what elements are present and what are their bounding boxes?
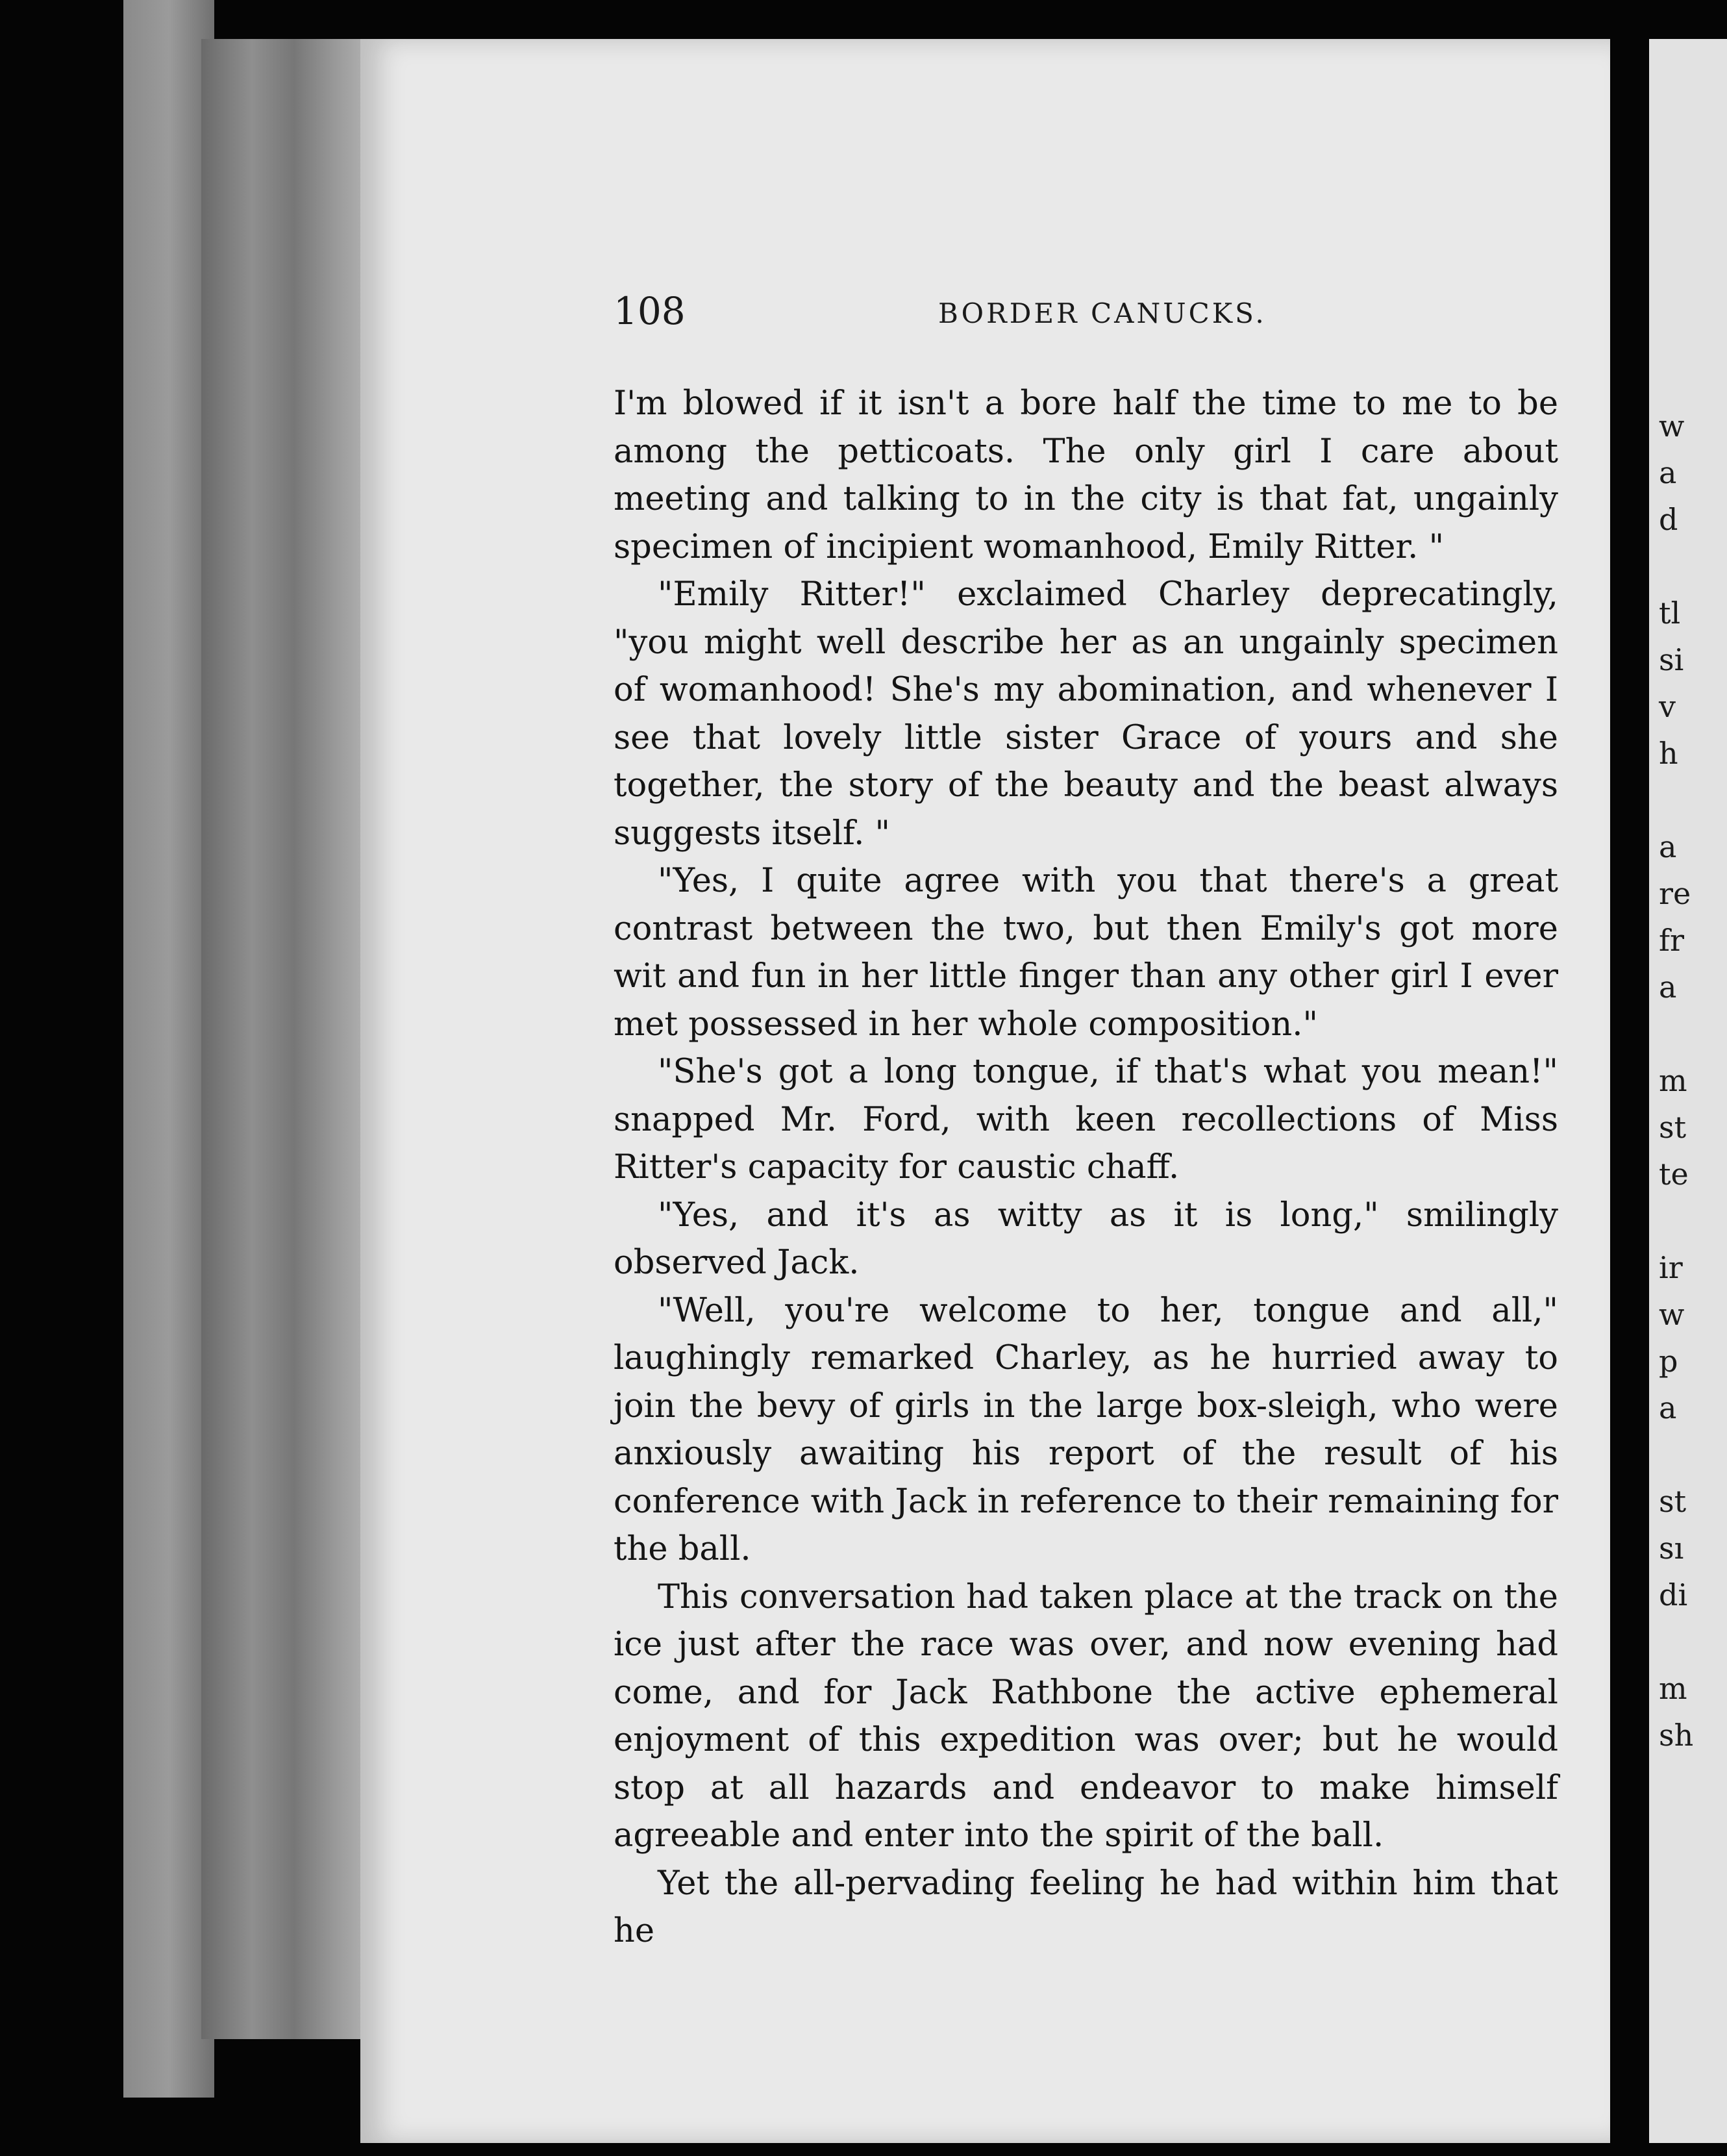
paragraph: "Yes, and it's as witty as it is long," smilingly observed Jack.	[614, 1196, 1558, 1282]
page-gutter	[1610, 39, 1649, 2143]
fragment: sh	[1659, 1718, 1694, 1753]
paragraph: "Emily Ritter!" exclaimed Charley deprecatingly, "you might well describe her as an ungainly specimen of womanhood! She's my abomination, and whenever I see that lovely little sister Grace of yours and she together, the story of the beauty and the beast always suggests itself. "	[614, 575, 1558, 853]
fragment: a	[1659, 455, 1677, 490]
fragment: sı	[1659, 1531, 1684, 1566]
fragment: ir	[1659, 1250, 1683, 1285]
fragment: si	[1659, 642, 1684, 677]
paragraph: "Yes, I quite agree with you that there's a great contrast between the two, but then Emily's got more wit and fun in her little finger than any other girl I ever met possessed in her whole composition."	[614, 862, 1558, 1044]
fragment: a	[1659, 1390, 1677, 1425]
paragraph: "She's got a long tongue, if that's what you mean!" snapped Mr. Ford, with keen recollections of Miss Ritter's capacity for caustic chaff.	[614, 1053, 1558, 1186]
fragment: m	[1659, 1063, 1687, 1098]
fragment: st	[1659, 1110, 1687, 1145]
paragraph: "Well, you're welcome to her, tongue and all," laughingly remarked Charley, as he hurried away to join the bevy of girls in the large box-sleigh, who were anxiously awaiting his report of the result of his conference with Jack in reference to their remaining for the ball.	[614, 1291, 1558, 1568]
fragment	[1659, 1431, 1693, 1478]
fragment: w	[1659, 1297, 1685, 1332]
fragment: v	[1659, 689, 1676, 724]
fragment: re	[1659, 876, 1691, 911]
scan-background-left	[0, 0, 123, 2156]
fragment: w	[1659, 408, 1685, 444]
fragment: st	[1659, 1484, 1687, 1519]
fragment: te	[1659, 1157, 1689, 1192]
running-head: BORDER CANUCKS.	[938, 297, 1267, 329]
fragment: di	[1659, 1577, 1688, 1612]
fragment: d	[1659, 502, 1678, 537]
fragment	[1659, 1197, 1693, 1244]
page-body-text	[614, 380, 1558, 1955]
fragment	[1659, 543, 1693, 590]
book-edge-outer	[123, 0, 214, 2098]
fragment	[1659, 1618, 1693, 1665]
paragraph: I'm blowed if it isn't a bore half the time to me to be among the petticoats. The only girl I care about meeting and talking to in the city is that fat, ungainly specimen of incipient womanhood, Emily Ritter. "	[614, 384, 1558, 566]
paragraph: Yet the all-pervading feeling he had within him that he	[614, 1864, 1558, 1950]
page-number: 108	[614, 289, 686, 333]
facing-page-text-fragments	[1659, 403, 1693, 1759]
paragraph: This conversation had taken place at the track on the ice just after the race was over, and now evening had come, and for Jack Rathbone the active ephemeral enjoyment of this expedition was over; but he would stop at all hazards and endeavor to make himself agreeable and enter into the spirit of the ball.	[614, 1577, 1558, 1855]
fragment: h	[1659, 736, 1678, 771]
fragment: fr	[1659, 923, 1685, 958]
fragment	[1659, 1010, 1693, 1057]
fragment: tl	[1659, 595, 1681, 631]
fragment: a	[1659, 829, 1677, 864]
fragment: p	[1659, 1344, 1678, 1379]
book-page-edges	[201, 39, 370, 2039]
fragment	[1659, 777, 1693, 823]
fragment: m	[1659, 1671, 1687, 1706]
fragment: a	[1659, 970, 1677, 1005]
